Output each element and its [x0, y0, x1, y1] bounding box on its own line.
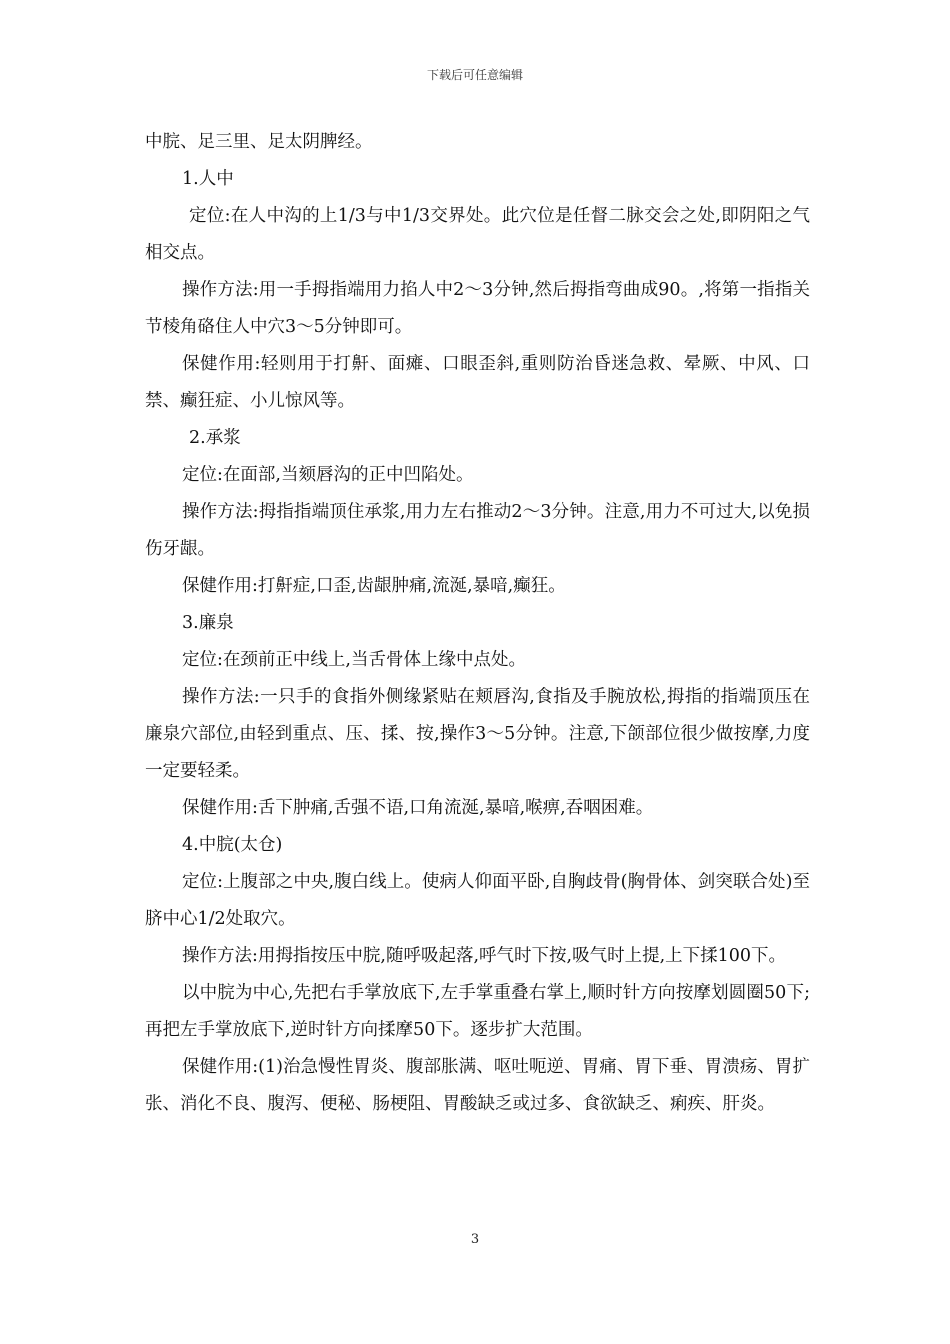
paragraph: 以中脘为中心,先把右手掌放底下,左手掌重叠右掌上,顺时针方向按摩划圆圈50下;再把左手掌放底下,逆时针方向揉摩50下。逐步扩大范围。 [145, 983, 810, 1040]
section-heading: 4.中脘(太仓) [182, 835, 283, 855]
section-heading: 1.人中 [182, 169, 234, 189]
paragraph: 保健作用:打鼾症,口歪,齿龈肿痛,流涎,暴喑,癫狂。 [182, 576, 566, 596]
section-heading: 3.廉泉 [182, 613, 234, 633]
paragraph: 操作方法:一只手的食指外侧缘紧贴在颊唇沟,食指及手腕放松,拇指的指端顶压在廉泉穴部位,由轻到重点、压、揉、按,操作3～5分钟。注意,下颌部位很少做按摩,力度一定要轻柔。 [145, 687, 810, 781]
paragraph: 定位:在面部,当颏唇沟的正中凹陷处。 [182, 465, 474, 485]
paragraph: 操作方法:用拇指按压中脘,随呼吸起落,呼气时下按,吸气时上提,上下揉100下。 [182, 946, 787, 966]
paragraph: 操作方法:拇指指端顶住承浆,用力左右推动2～3分钟。注意,用力不可过大,以免损伤牙龈。 [145, 502, 810, 559]
paragraph: 保健作用:(1)治急慢性胃炎、腹部胀满、呕吐呃逆、胃痛、胃下垂、胃溃疡、胃扩张、消化不良、腹泻、便秘、肠梗阻、胃酸缺乏或过多、食欲缺乏、痢疾、肝炎。 [145, 1057, 810, 1114]
paragraph: 定位:上腹部之中央,腹白线上。使病人仰面平卧,自胸歧骨(胸骨体、剑突联合处)至脐中心1/2处取穴。 [145, 872, 810, 929]
document-body [145, 124, 810, 1123]
page-header: 下载后可任意编辑 [426, 68, 523, 82]
paragraph: 保健作用:舌下肿痛,舌强不语,口角流涎,暴喑,喉痹,吞咽困难。 [182, 798, 654, 818]
paragraph: 中脘、足三里、足太阴脾经。 [145, 132, 373, 152]
section-heading: 2.承浆 [189, 428, 241, 448]
paragraph: 定位:在颈前正中线上,当舌骨体上缘中点处。 [182, 650, 526, 670]
page-number: 3 [470, 1232, 480, 1247]
paragraph: 操作方法:用一手拇指端用力掐人中2～3分钟,然后拇指弯曲成90。,将第一指指关节棱角硌住人中穴3～5分钟即可。 [145, 280, 810, 337]
paragraph: 定位:在人中沟的上1/3与中1/3交界处。此穴位是任督二脉交会之处,即阴阳之气相交点。 [145, 206, 810, 263]
paragraph: 保健作用:轻则用于打鼾、面瘫、口眼歪斜,重则防治昏迷急救、晕厥、中风、口禁、癫狂症、小儿惊风等。 [145, 354, 810, 411]
